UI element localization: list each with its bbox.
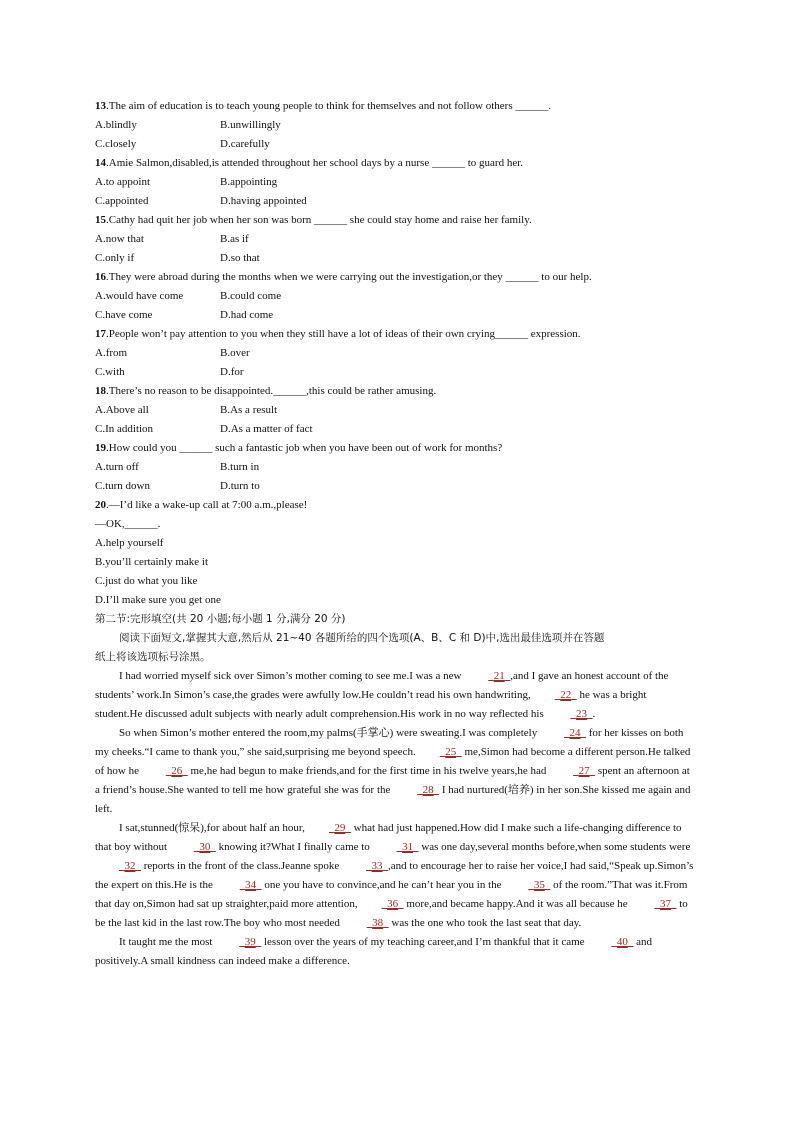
passage-text: lesson over the years of my teaching career,and I’m thankful that it came xyxy=(261,936,588,948)
blank-number: 33 xyxy=(371,860,383,872)
answer-option: A.now that xyxy=(95,233,144,245)
question-number: 13 xyxy=(95,100,106,112)
passage-text: . xyxy=(592,708,596,720)
option-row xyxy=(95,401,695,420)
passage-text: me,Simon had become a different person.He talked of how he xyxy=(95,746,691,777)
cloze-blank xyxy=(170,838,216,857)
section-instruction: 纸上将该选项标号涂黑。 xyxy=(95,651,211,663)
passage-text: he was a bright student.He discussed adult subjects with nearly adult comprehension.His work in no way reflected his xyxy=(95,689,647,720)
answer-option: A.help yourself xyxy=(95,537,164,549)
cloze-blank xyxy=(416,743,462,762)
section-instruction: 阅读下面短文,掌握其大意,然后从 21~40 各题所给的四个选项(A、B、C 和 D)中,选出最佳选项并在答题 xyxy=(119,632,605,644)
question-number: 16 xyxy=(95,271,106,283)
passage-text: I sat,stunned(惊呆),for about half an hour, xyxy=(119,822,305,834)
option-row xyxy=(95,477,695,496)
answer-option: D.had come xyxy=(220,309,274,321)
question-text: .—I’d like a wake-up call at 7:00 a.m.,please! xyxy=(106,499,308,511)
answer-option: D.I’ll make sure you get one xyxy=(95,594,221,606)
question-stem xyxy=(95,382,695,401)
passage-text: to be the last kid in the last row.The boy who most needed xyxy=(95,898,688,929)
question-stem xyxy=(95,496,695,515)
cloze-blank xyxy=(630,895,676,914)
cloze-blank xyxy=(587,933,633,952)
question-text: .How could you ______ such a fantastic job when you have been out of work for months? xyxy=(106,442,503,454)
question-text: .The aim of education is to teach young people to think for themselves and not follow others ______. xyxy=(106,100,552,112)
option-row xyxy=(95,192,695,211)
cloze-blank xyxy=(215,933,261,952)
blank-number: 23 xyxy=(576,708,588,720)
answer-option: B.As a result xyxy=(220,404,278,416)
passage-text: I had nurtured(培养) in her son.She kissed me again and left. xyxy=(95,784,691,815)
blank-number: 39 xyxy=(244,936,256,948)
question-stem xyxy=(95,268,695,287)
dialogue-reply: —OK,______. xyxy=(95,518,161,530)
answer-option: D.having appointed xyxy=(220,195,307,207)
blank-number: 26 xyxy=(171,765,183,777)
cloze-blank xyxy=(343,914,389,933)
option-row xyxy=(95,287,695,306)
cloze-blank xyxy=(464,667,510,686)
passage-paragraph xyxy=(95,933,695,971)
passage-text: more,and became happy.And it was all because he xyxy=(403,898,631,910)
passage-text: It taught me the most xyxy=(119,936,216,948)
option-row xyxy=(95,230,695,249)
cloze-blank xyxy=(305,819,351,838)
cloze-blank xyxy=(216,876,262,895)
question-number: 20 xyxy=(95,499,106,511)
blank-number: 31 xyxy=(402,841,414,853)
answer-option: B.over xyxy=(220,347,250,359)
passage-paragraph xyxy=(95,819,695,933)
cloze-blank xyxy=(549,762,595,781)
option-row xyxy=(95,363,695,382)
blank-number: 35 xyxy=(533,879,545,891)
passage-text: what had just happened.How did I make such a life-changing difference to that boy without xyxy=(95,822,682,853)
passage-paragraph xyxy=(95,724,695,819)
exam-page xyxy=(95,97,695,971)
answer-option: A.blindly xyxy=(95,119,137,131)
blank-number: 34 xyxy=(245,879,257,891)
option-row xyxy=(95,420,695,439)
answer-option: D.for xyxy=(220,366,244,378)
section-heading: 第二节:完形填空(共 20 小题;每小题 1 分,满分 20 分) xyxy=(95,613,346,625)
option-row xyxy=(95,173,695,192)
question-text: .Amie Salmon,disabled,is attended throughout her school days by a nurse ______ to guard her. xyxy=(106,157,524,169)
answer-option: D.carefully xyxy=(220,138,270,150)
blank-number: 36 xyxy=(387,898,399,910)
cloze-blank xyxy=(393,781,439,800)
cloze-blank xyxy=(540,724,586,743)
question-text: .People won’t pay attention to you when they still have a lot of ideas of their own crying______ expression. xyxy=(106,328,581,340)
answer-option: D.As a matter of fact xyxy=(220,423,313,435)
cloze-blank xyxy=(373,838,419,857)
cloze-blank xyxy=(358,895,404,914)
question-stem xyxy=(95,97,695,116)
passage-text: knowing it?What I finally came to xyxy=(215,841,373,853)
passage-paragraph xyxy=(95,667,695,724)
question-number: 17 xyxy=(95,328,106,340)
answer-option: A.would have come xyxy=(95,290,184,302)
answer-option: B.you’ll certainly make it xyxy=(95,556,209,568)
answer-option: C.just do what you like xyxy=(95,575,198,587)
question-number: 18 xyxy=(95,385,106,397)
blank-number: 21 xyxy=(493,670,505,682)
answer-option: C.only if xyxy=(95,252,135,264)
answer-option: B.as if xyxy=(220,233,249,245)
cloze-blank xyxy=(504,876,550,895)
cloze-blank xyxy=(531,686,577,705)
blank-number: 22 xyxy=(560,689,572,701)
passage-text: ,and to encourage her to raise her voice,I had said,“Speak up.Simon’s the expert on this.He is the xyxy=(95,860,694,891)
blank-number: 25 xyxy=(445,746,457,758)
passage-text: I had worried myself sick over Simon’s mother coming to see me.I was a new xyxy=(119,670,465,682)
answer-option: C.have come xyxy=(95,309,153,321)
blank-number: 32 xyxy=(124,860,136,872)
blank-number: 29 xyxy=(334,822,346,834)
answer-option: C.with xyxy=(95,366,125,378)
cloze-blank xyxy=(95,857,141,876)
cloze-blank xyxy=(547,705,593,724)
question-stem xyxy=(95,439,695,458)
passage-text: ,and I gave an honest account of the students’ work.In Simon’s case,the grades were awfully low.He couldn’t read his own handwriting, xyxy=(95,670,669,701)
passage-text: me,he had begun to make friends,and for the first time in his twelve years,he had xyxy=(187,765,550,777)
blank-number: 37 xyxy=(659,898,671,910)
option-row xyxy=(95,116,695,135)
answer-option: C.closely xyxy=(95,138,137,150)
option-row xyxy=(95,135,695,154)
answer-option: D.so that xyxy=(220,252,260,264)
answer-option: B.turn in xyxy=(220,461,260,473)
blank-number: 28 xyxy=(422,784,434,796)
answer-option: A.from xyxy=(95,347,128,359)
passage-text: was one day,several months before,when some students were xyxy=(418,841,691,853)
blank-number: 27 xyxy=(578,765,590,777)
cloze-blank xyxy=(142,762,188,781)
question-number: 14 xyxy=(95,157,106,169)
passage-text: spent an afternoon at a friend’s house.She wanted to tell me how grateful she was for the xyxy=(95,765,690,796)
question-stem xyxy=(95,154,695,173)
question-stem xyxy=(95,325,695,344)
option-row xyxy=(95,458,695,477)
option-row xyxy=(95,249,695,268)
cloze-blank xyxy=(342,857,388,876)
answer-option: D.turn to xyxy=(220,480,260,492)
answer-option: B.could come xyxy=(220,290,282,302)
passage-text: So when Simon’s mother entered the room,my palms(手掌心) were sweating.I was completely xyxy=(119,727,540,739)
answer-option: A.to appoint xyxy=(95,176,150,188)
passage-text: one you have to convince,and he can’t hear you in the xyxy=(261,879,505,891)
question-text: .There’s no reason to be disappointed.______,this could be rather amusing. xyxy=(106,385,437,397)
answer-option: A.Above all xyxy=(95,404,149,416)
answer-option: A.turn off xyxy=(95,461,139,473)
question-stem xyxy=(95,211,695,230)
answer-option: C.turn down xyxy=(95,480,150,492)
question-number: 15 xyxy=(95,214,106,226)
answer-option: B.appointing xyxy=(220,176,278,188)
passage-text: was the one who took the last seat that day. xyxy=(388,917,582,929)
answer-option: C.appointed xyxy=(95,195,149,207)
question-text: .Cathy had quit her job when her son was born ______ she could stay home and raise her family. xyxy=(106,214,532,226)
passage-text: reports in the front of the class.Jeanne spoke xyxy=(141,860,342,872)
blank-number: 30 xyxy=(199,841,211,853)
question-number: 19 xyxy=(95,442,106,454)
passage-text: of the room.”That was it.From that day on,Simon had sat up straighter,paid more attention, xyxy=(95,879,688,910)
passage-text: and positively.A small kindness can indeed make a difference. xyxy=(95,936,652,967)
passage-text: for her kisses on both my cheeks.“I came to thank you,” she said,surprising me beyond speech. xyxy=(95,727,684,758)
answer-option: B.unwillingly xyxy=(220,119,281,131)
option-row xyxy=(95,344,695,363)
option-row xyxy=(95,306,695,325)
question-text: .They were abroad during the months when we were carrying out the investigation,or they ______ to our help. xyxy=(106,271,592,283)
blank-number: 24 xyxy=(569,727,581,739)
answer-option: C.In addition xyxy=(95,423,154,435)
blank-number: 38 xyxy=(372,917,384,929)
blank-number: 40 xyxy=(616,936,628,948)
